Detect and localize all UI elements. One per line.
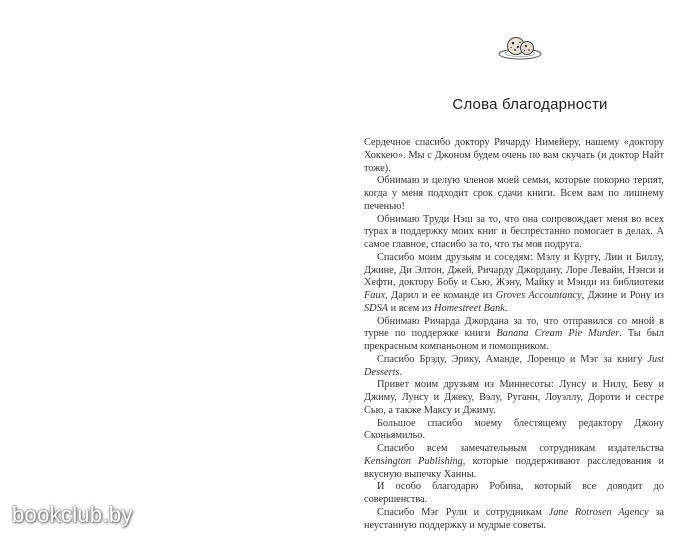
text-run: , Дарил и ее команде из [385,290,496,301]
text-run: Обнимаю Ричарда Джордана за то, что отправился со мной в турне по поддержке книги [364,315,664,340]
text-run: Большое спасибо моему блестящему редактору Джону Сконьямильо. [364,417,664,442]
italic-title: SDSA [364,302,389,314]
text-run: и всем из [388,302,435,314]
text-run: Спасибо моим друзьям и соседям: Мэлу и Курту, Лии и Биллу, Джине, Ди Элтон, Джей, Ричарду Джордану, Лоре Левайн, Нэнси и Хефти, доктору Бобу и Сью, Жэну, Майку и Мэнди из библиотеки [364,251,664,289]
text-run: Сердечное спасибо доктору Ричарду Нимейеру, нашему «доктору Хоккею». Мы с Джоном будем очень по вам скучать (и доктор Найт тоже). [364,137,664,174]
text-run: , которые поддерживают расследования и вкусную выпечку Ханны. [364,455,664,480]
paragraph [364,175,664,213]
page-title: Слова благодарности [452,96,608,113]
acknowledgements-text [364,137,664,532]
text-run: И особо благодарю Робина, который все доводит до совершенства. [364,481,664,505]
italic-title: Groves Accountancy [495,290,582,301]
text-run: , Джине и Рону из [581,290,665,301]
paragraph [364,316,664,354]
text-run: . [504,302,508,314]
italic-title: Kensington Publishing [364,455,463,467]
paragraph [364,379,664,417]
italic-title: Homestreet Bank [434,302,505,314]
text-run: Спасибо Мэг Рули и сотрудникам [377,506,549,518]
paragraph [364,354,664,380]
paragraph [364,137,664,175]
text-run: . [399,366,403,378]
paragraph [364,507,664,533]
text-run: Спасибо Брэду, Эрику, Аманде, Лоренцо и Мэг за книгу [377,353,648,365]
italic-title: Just Desserts [364,353,664,378]
italic-title: Banana Cream Pie Murder [496,328,620,340]
paragraph [364,418,664,444]
text-run: . Ты был прекрасным компаньоном и помощником. [364,328,664,352]
text-run: Привет моим друзьям из Миннесоты: Лунсу и Нилу, Беву и Джиму, Лунсу и Джеку, Вэлу, Руганн, Лоуэллу, Дороти и сестре Сью, а также Максу и Джиму. [364,379,664,416]
italic-title: Faux [364,290,386,301]
watermark: bookclub.by [12,502,133,527]
cookie-plate-icon [494,35,546,61]
paragraph [364,252,664,316]
text-run: Обнимаю и целую членов моей семьи, которые покорно терпят, когда у меня подходит срок сдачи книги. Всем вам по лишнему печенью! [364,175,664,212]
text-run: Обнимаю Труди Нэш за то, что она сопровождает меня во всех турах в поддержку моих книг и беспрестанно помогает в делах. А самое главное, спасибо за то, что ты моя подруга. [364,213,664,250]
paragraph [364,443,664,481]
text-run: за неустанную поддержку и мудрые советы. [364,506,664,531]
paragraph [364,214,664,252]
paragraph [364,481,664,507]
text-run: Спасибо всем замечательным сотрудникам издательства [377,443,664,454]
italic-title: Jane Rotrosen Agency [548,506,649,518]
